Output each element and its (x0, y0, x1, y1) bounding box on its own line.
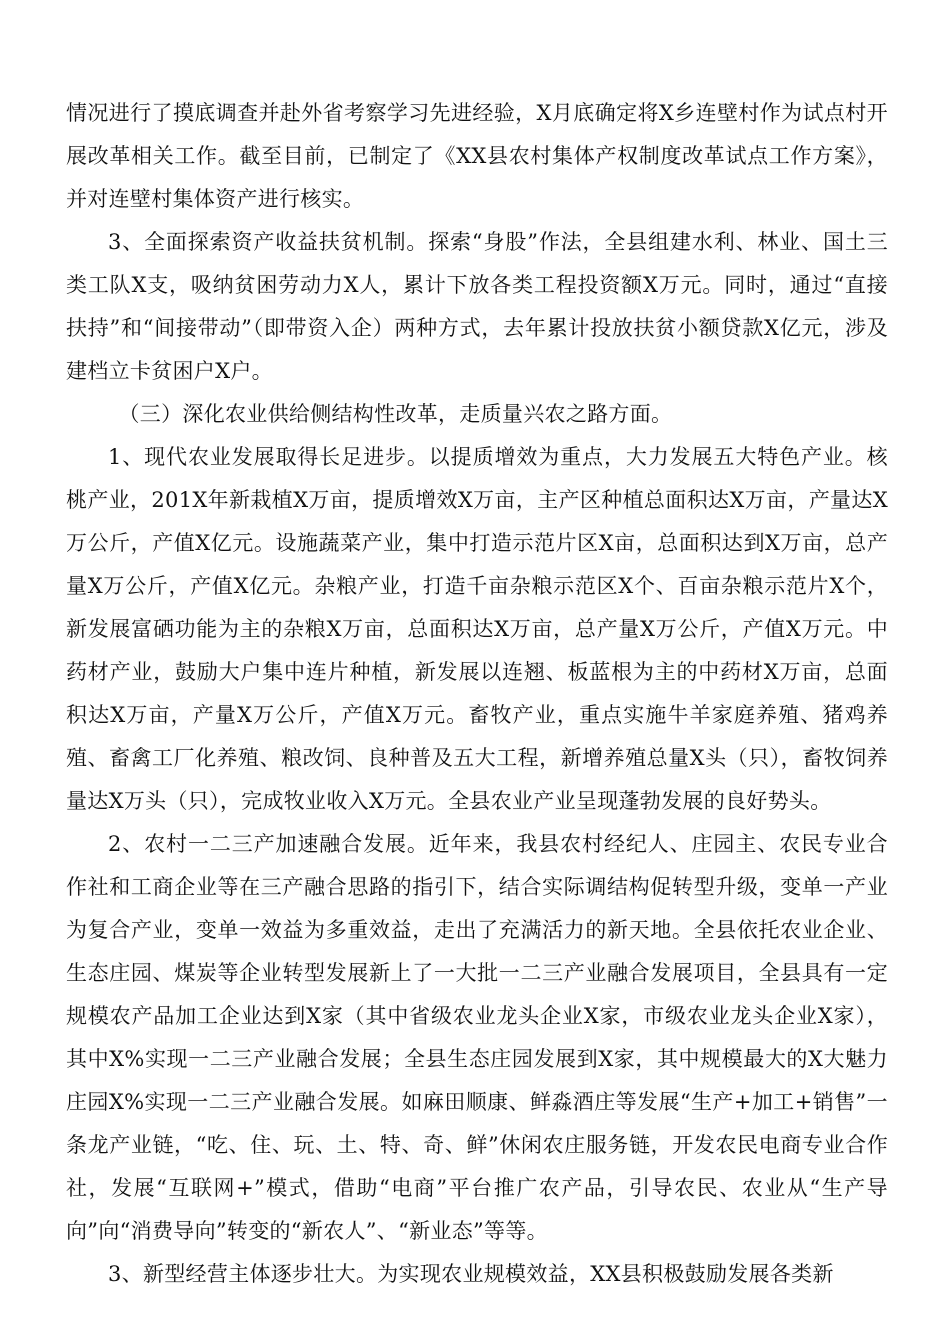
paragraph-new-business-entities: 3、新型经营主体逐步壮大。为实现农业规模效益，XX县积极鼓励发展各类新 (108, 1262, 834, 1286)
paragraph-continuation: 情况进行了摸底调查并赴外省考察学习先进经验，X月底确定将X乡连壁村作为试点村开展改革相关工作。截至目前，已制定了《XX县农村集体产权制度改革试点工作方案》，并对连壁村集体资产进行核实。 (66, 101, 888, 211)
paragraph-asset-income-poverty-alleviation: 3、全面探索资产收益扶贫机制。探索“身股”作法，全县组建水利、林业、国土三类工队X支，吸纳贫困劳动力X人，累计下放各类工程投资额X万元。同时，通过“直接扶持”和“间接带动”（即带资入企）两种方式，去年累计投放扶贫小额贷款X亿元，涉及建档立卡贫困户X户。 (66, 230, 888, 383)
section-heading-supply-side-reform: （三）深化农业供给侧结构性改革，走质量兴农之路方面。 (118, 402, 673, 426)
paragraph-industry-integration: 2、农村一二三产加速融合发展。近年来，我县农村经纪人、庄园主、农民专业合作社和工商企业等在三产融合思路的指引下，结合实际调结构促转型升级，变单一产业为复合产业，变单一效益为多重效益，走出了充满活力的新天地。全县依托农业企业、生态庄园、煤炭等企业转型发展新上了一大批一二三产业融合发展项目，全县具有一定规模农产品加工企业达到X家（其中省级农业龙头企业X家，市级农业龙头企业X家），其中X%实现一二三产业融合发展；全县生态庄园发展到X家，其中规模最大的X大魅力庄园X%实现一二三产业融合发展。如麻田顺康、鲜淼酒庄等发展“生产+加工+销售”一条龙产业链，“吃、住、玩、土、特、奇、鲜”休闲农庄服务链，开发农民电商专业合作社，发展“互联网+”模式，借助“电商”平台推广农产品，引导农民、农业从“生产导向”向“消费导向”转变的“新农人”、“新业态”等等。 (66, 832, 888, 1243)
paragraph-modern-agriculture: 1、现代农业发展取得长足进步。以提质增效为重点，大力发展五大特色产业。核桃产业，201X年新栽植X万亩，提质增效X万亩，主产区种植总面积达X万亩，产量达X万公斤，产值X亿元。设施蔬菜产业，集中打造示范片区X亩，总面积达到X万亩，总产量X万公斤，产值X亿元。杂粮产业，打造千亩杂粮示范区X个、百亩杂粮示范片X个，新发展富硒功能为主的杂粮X万亩，总面积达X万亩，总产量X万公斤，产值X万元。中药材产业，鼓励大户集中连片种植，新发展以连翘、板蓝根为主的中药材X万亩，总面积达X万亩，产量X万公斤，产值X万元。畜牧产业，重点实施牛羊家庭养殖、猪鸡养殖、畜禽工厂化养殖、粮改饲、良种普及五大工程，新增养殖总量X头（只），畜牧饲养量达X万头（只），完成牧业收入X万元。全县农业产业呈现蓬勃发展的良好势头。 (66, 445, 888, 813)
document-page (66, 92, 888, 1296)
